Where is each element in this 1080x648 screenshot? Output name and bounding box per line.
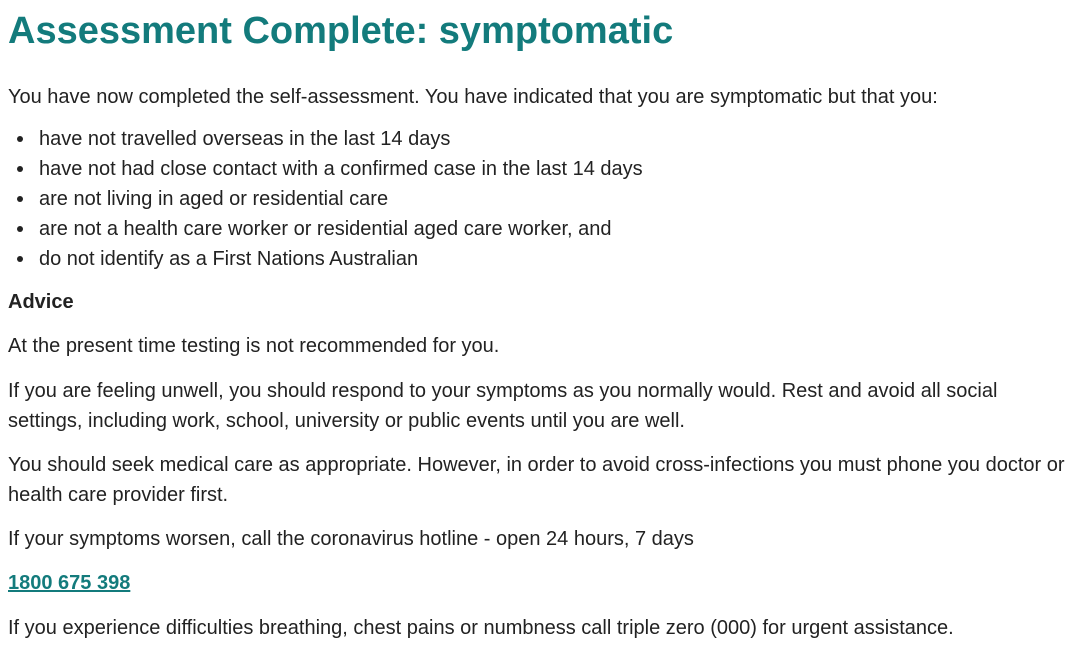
list-item-text: have not had close contact with a confirmed case in the last 14 days	[39, 158, 643, 180]
page-title: Assessment Complete: symptomatic	[8, 10, 674, 52]
bullet-icon	[17, 226, 23, 232]
bullet-icon	[17, 166, 23, 172]
emergency-text: If you experience difficulties breathing, chest pains or numbness call triple zero (000) for urgent assistance.	[8, 617, 954, 639]
list-item-text: are not a health care worker or residential aged care worker, and	[39, 218, 612, 240]
advice-testing-text: At the present time testing is not recommended for you.	[8, 335, 500, 357]
bullet-icon	[17, 196, 23, 202]
advice-medical-care-text: You should seek medical care as appropriate. However, in order to avoid cross-infections you must phone you doctor or health care provider first.	[8, 454, 1065, 506]
list-item	[8, 244, 643, 274]
hotline-phone-link[interactable]: 1800 675 398	[8, 572, 131, 594]
list-item-text: do not identify as a First Nations Australian	[39, 248, 419, 270]
conditions-list	[8, 124, 643, 274]
list-item-text: are not living in aged or residential care	[39, 188, 389, 210]
advice-hotline-text: If your symptoms worsen, call the coronavirus hotline - open 24 hours, 7 days	[8, 528, 694, 550]
bullet-icon	[17, 136, 23, 142]
list-item	[8, 184, 643, 214]
intro-text: You have now completed the self-assessment. You have indicated that you are symptomatic but that you:	[8, 86, 938, 108]
list-item	[8, 154, 643, 184]
advice-heading: Advice	[8, 291, 74, 313]
advice-unwell-text: If you are feeling unwell, you should respond to your symptoms as you normally would. Rest and avoid all social settings, including work, school, university or public events until you are well.	[8, 380, 998, 432]
list-item	[8, 124, 643, 154]
list-item	[8, 214, 643, 244]
bullet-icon	[17, 256, 23, 262]
list-item-text: have not travelled overseas in the last 14 days	[39, 128, 451, 150]
